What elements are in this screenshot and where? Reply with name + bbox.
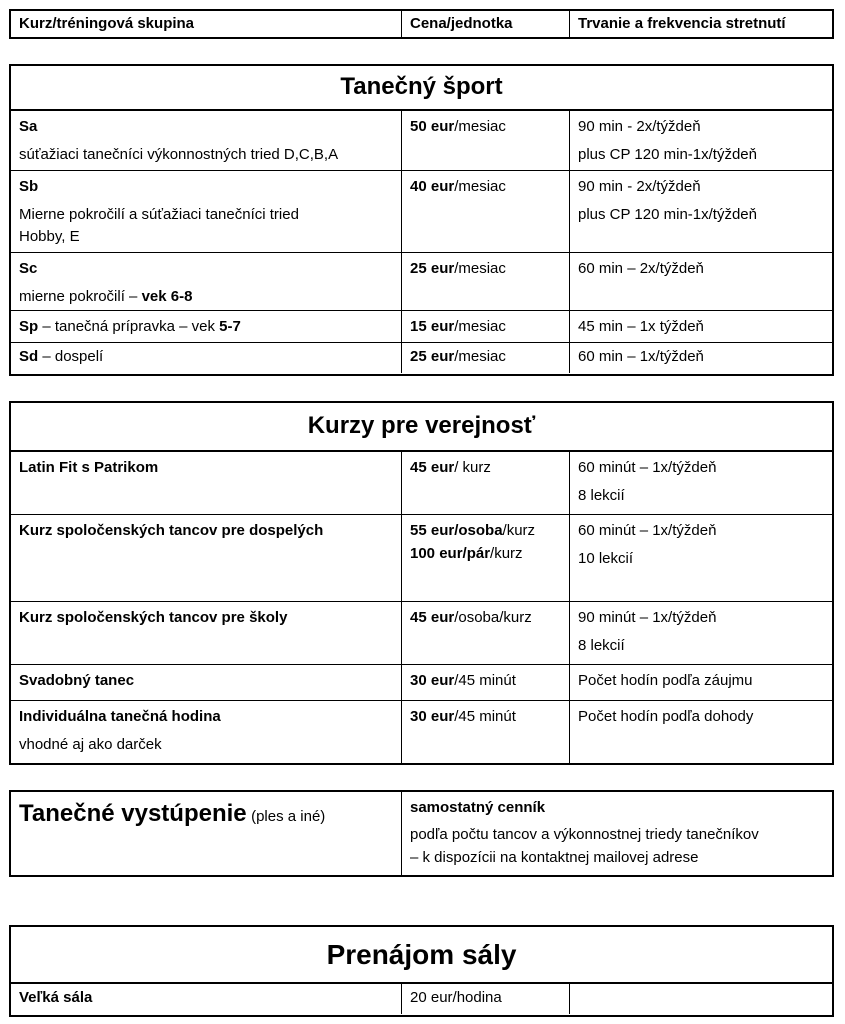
price-value: 15 eur: [410, 318, 455, 335]
course-desc: súťažiaci tanečníci výkonnostných tried D,C,B,A: [19, 146, 339, 163]
course-desc: mierne pokročilí –: [19, 288, 142, 305]
performance-info: podľa počtu tancov a výkonnostnej triedy tanečníkov: [410, 826, 759, 843]
header-duration: Trvanie a frekvencia stretnutí: [578, 15, 786, 32]
empty-cell: [570, 984, 832, 1014]
price-unit: /mesiac: [454, 318, 506, 335]
performance-pricelist: samostatný cenník: [410, 799, 546, 816]
price-value: 45 eur: [410, 459, 455, 476]
table-row: [11, 451, 832, 514]
price-value: 100 eur/pár: [410, 545, 491, 562]
price-unit: / kurz: [454, 459, 491, 476]
table-row: [11, 700, 832, 763]
price-unit: /mesiac: [454, 260, 506, 277]
duration-line: 60 min – 1x/týždeň: [578, 348, 704, 365]
price-unit: /mesiac: [454, 118, 506, 135]
course-name: Kurz spoločenských tancov pre školy: [19, 609, 288, 626]
header-table: [9, 9, 834, 39]
price-unit: /45 minút: [454, 672, 516, 689]
course-name: Sd: [19, 348, 39, 365]
duration-line: 8 lekcií: [578, 487, 625, 504]
header-price: Cena/jednotka: [402, 11, 570, 37]
duration-line: 90 min - 2x/týždeň: [578, 118, 701, 135]
course-name: Kurz spoločenských tancov pre dospelých: [19, 522, 324, 539]
price-unit: /mesiac: [454, 178, 506, 195]
duration-line: 60 minút – 1x/týždeň: [578, 522, 717, 539]
rental-title: Prenájom sály: [11, 927, 832, 983]
duration-line: 90 min - 2x/týždeň: [578, 178, 701, 195]
table-row: [11, 601, 832, 664]
room-price: 20 eur/hodina: [410, 989, 502, 1006]
course-name: Individuálna tanečná hodina: [19, 708, 221, 725]
course-age: 5-7: [219, 318, 241, 335]
price-value: 45 eur: [410, 609, 455, 626]
price-value: 25 eur: [410, 348, 455, 365]
table-row: [11, 110, 832, 170]
rental-table: [9, 925, 834, 1017]
table-row: [11, 983, 832, 1014]
duration-line: 8 lekcií: [578, 637, 625, 654]
header-course: Kurz/tréningová skupina: [11, 11, 402, 37]
sport-table: [9, 64, 834, 376]
course-name: Sp: [19, 318, 39, 335]
table-row: [11, 170, 832, 252]
duration-line: 45 min – 1x týždeň: [578, 318, 704, 335]
course-name: Sc: [19, 260, 38, 277]
course-age: vek 6-8: [141, 288, 193, 305]
performance-table: [9, 790, 834, 877]
table-row: [11, 514, 832, 601]
duration-line: 90 minút – 1x/týždeň: [578, 609, 717, 626]
public-title: Kurzy pre verejnosť: [11, 403, 832, 451]
course-name: Sb: [19, 178, 39, 195]
price-value: 25 eur: [410, 260, 455, 277]
course-name: Latin Fit s Patrikom: [19, 459, 159, 476]
performance-title: Tanečné vystúpenie: [19, 800, 247, 827]
duration-line: 60 min – 2x/týždeň: [578, 260, 704, 277]
course-desc: – dospelí: [38, 348, 104, 365]
price-unit: /osoba/kurz: [454, 609, 532, 626]
course-name: Svadobný tanec: [19, 672, 135, 689]
price-value: 40 eur: [410, 178, 455, 195]
price-value: 50 eur: [410, 118, 455, 135]
price-unit: /kurz: [490, 545, 523, 562]
room-name: Veľká sála: [19, 989, 93, 1006]
public-courses-table: [9, 401, 834, 765]
price-unit: /45 minút: [454, 708, 516, 725]
sport-title: Tanečný šport: [11, 66, 832, 110]
price-value: 30 eur: [410, 672, 455, 689]
price-value: 30 eur: [410, 708, 455, 725]
performance-info: – k dispozícii na kontaktnej mailovej adrese: [410, 849, 699, 866]
duration-line: Počet hodín podľa dohody: [578, 708, 754, 725]
duration-line: 10 lekcií: [578, 550, 634, 567]
price-value: 55 eur/osoba: [410, 522, 503, 539]
course-desc: vhodné aj ako darček: [19, 736, 162, 753]
table-row: [11, 252, 832, 310]
price-unit: /mesiac: [454, 348, 506, 365]
course-name: Sa: [19, 118, 38, 135]
course-desc: Hobby, E: [19, 228, 80, 245]
course-desc: Mierne pokročilí a súťažiaci tanečníci tried: [19, 206, 299, 223]
course-desc: – tanečná prípravka – vek: [38, 318, 220, 335]
duration-line: 60 minút – 1x/týždeň: [578, 459, 717, 476]
table-row: [11, 664, 832, 700]
performance-subtitle: (ples a iné): [251, 808, 326, 825]
duration-line: plus CP 120 min-1x/týždeň: [578, 206, 757, 223]
duration-line: Počet hodín podľa záujmu: [578, 672, 753, 689]
table-row: [11, 310, 832, 342]
price-unit: /kurz: [502, 522, 536, 539]
table-row: [11, 342, 832, 373]
duration-line: plus CP 120 min-1x/týždeň: [578, 146, 757, 163]
